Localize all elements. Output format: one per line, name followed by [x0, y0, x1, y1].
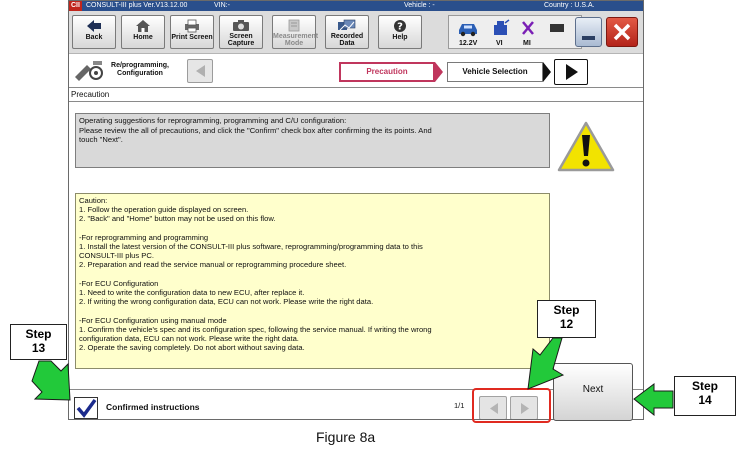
home-button-label: Home — [133, 34, 153, 41]
caution-line: configuration data, ECU can not work. Please write the right data. — [79, 334, 299, 343]
caution-line: 2. Operate the saving completely. Do not abort without saving data. — [79, 343, 305, 353]
mi-label: MI — [523, 40, 531, 47]
vi-label: VI — [496, 40, 503, 47]
vin-label: VIN:- — [214, 2, 230, 9]
caution-line: 1. Install the latest version of the CONSULT-III plus software, reprogramming/programming data to this — [79, 242, 423, 251]
app-logo: CII — [71, 2, 80, 9]
caution-line: 1. Follow the operation guide displayed on screen. — [79, 205, 249, 215]
caution-line: Caution: — [79, 196, 108, 205]
next-button[interactable]: Next — [553, 363, 633, 421]
page-indicator: 1/1 — [454, 401, 465, 410]
print-screen-button-label: Print Screen — [171, 34, 213, 41]
screen-capture-button-label: Screen Capture — [227, 33, 255, 47]
caution-line: -For reprogramming and programming — [79, 232, 209, 242]
section-label: Re/programming, Configuration — [111, 62, 169, 77]
svg-text:?: ? — [397, 21, 403, 33]
step14-title: Step — [691, 379, 718, 393]
measurement-mode-button-label: Measurement Mode — [273, 33, 319, 47]
caution-line: -For ECU Configuration using manual mode — [79, 315, 227, 325]
vehicle-label: Vehicle : - — [404, 2, 435, 9]
intro-text: Operating suggestions for reprogramming, programming and C/U configuration: Please review the all of precautions, and click the "Confirm" check box after confirming the its points. And touch "Next". — [79, 116, 432, 144]
help-button-label: Help — [392, 34, 408, 41]
confirm-checkbox-label: Confirmed instructions — [106, 402, 200, 412]
step14-number: 14 — [698, 393, 712, 407]
caution-line: 2. "Back" and "Home" button may not be used on this flow. — [79, 214, 276, 224]
breadcrumb-vehicle-selection: Vehicle Selection — [447, 62, 543, 82]
caution-line: 2. If writing the wrong configuration data, ECU can not work. Please write the right data. — [79, 297, 374, 307]
recorded-data-button-label: Recorded Data — [330, 33, 364, 47]
page-title: Precaution — [71, 90, 110, 99]
caution-line: 1. Confirm the vehicle's spec and its configuration spec, following the service manual. If writing the wrong — [79, 324, 432, 334]
step12-arrow-icon — [528, 338, 563, 389]
caution-line: 1. Need to write the configuration data to new ECU, after replace it. — [79, 288, 305, 297]
step13-title: Step — [25, 327, 52, 341]
app-title: CONSULT-III plus Ver.V13.12.00 — [85, 2, 188, 9]
step12-title: Step — [553, 303, 580, 317]
caution-line: CONSULT-III plus PC. — [79, 251, 154, 261]
country-label: Country : U.S.A. — [544, 2, 595, 9]
caution-line: -For ECU Configuration — [79, 278, 159, 288]
step14-arrow-icon — [634, 384, 673, 415]
breadcrumb-precaution: Precaution — [339, 62, 435, 82]
step13-number: 13 — [31, 341, 46, 355]
back-button-label: Back — [85, 34, 103, 41]
voltage-readout: 12.2V — [459, 40, 478, 47]
step12-number: 12 — [559, 317, 574, 331]
step13-arrow-icon — [32, 361, 70, 400]
figure-caption: Figure 8a — [316, 429, 376, 445]
caution-line: 2. Preparation and read the service manual or reprogramming procedure sheet. — [79, 260, 347, 270]
